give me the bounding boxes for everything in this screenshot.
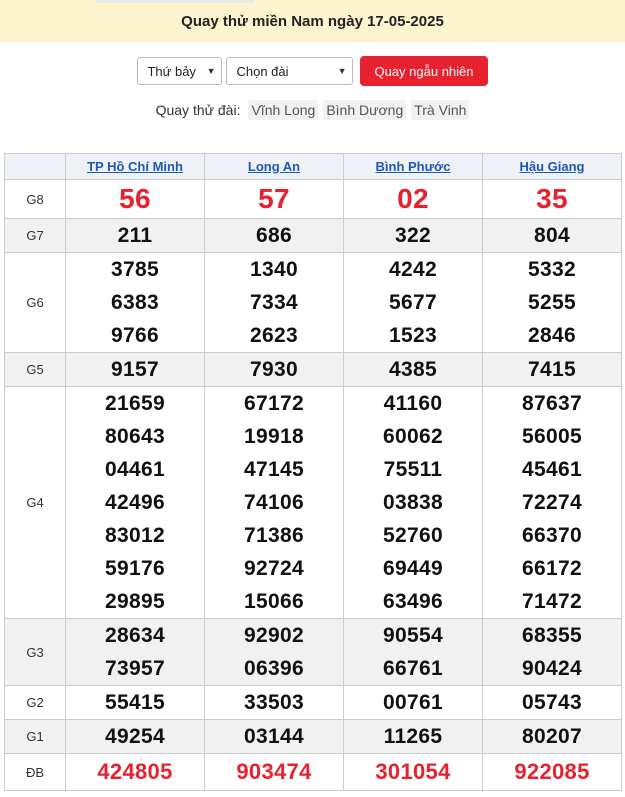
- province-link[interactable]: Hậu Giang: [519, 158, 585, 174]
- prize-cell: [483, 353, 622, 387]
- day-select-value: Thứ bảy: [147, 63, 196, 79]
- quick-station-link[interactable]: Bình Dương: [323, 100, 406, 120]
- prize-number: 55415: [105, 691, 165, 714]
- prize-number: 922085: [514, 759, 590, 784]
- prize-row: [5, 253, 622, 353]
- prize-row: [5, 619, 622, 686]
- prize-cell: [344, 219, 483, 253]
- prize-number: 1523: [389, 324, 437, 347]
- prize-number: 71472: [522, 590, 582, 613]
- province-select[interactable]: [226, 57, 353, 85]
- prize-number: 67172: [244, 392, 304, 415]
- prize-number: 11265: [383, 725, 443, 748]
- prize-number: 92724: [244, 557, 304, 580]
- prize-cell: [344, 754, 483, 791]
- day-select[interactable]: [137, 57, 222, 85]
- prize-cell: [66, 219, 205, 253]
- prize-cell: [344, 353, 483, 387]
- prize-row: [5, 353, 622, 387]
- prize-number: 52760: [383, 524, 443, 547]
- province-select-value: Chọn đài: [236, 63, 289, 79]
- prize-number: 60062: [383, 425, 443, 448]
- prize-number: 66172: [522, 557, 582, 580]
- prize-label: G8: [5, 180, 66, 219]
- prize-row: [5, 720, 622, 754]
- prize-number: 56005: [522, 425, 582, 448]
- prize-cell: [344, 180, 483, 219]
- prize-cell: [205, 686, 344, 720]
- prize-label: G1: [5, 720, 66, 754]
- prize-number: 33503: [244, 691, 304, 714]
- prize-cell: [344, 720, 483, 754]
- prize-number: 69449: [383, 557, 443, 580]
- quick-station-link[interactable]: Vĩnh Long: [248, 100, 318, 120]
- prize-row: [5, 754, 622, 791]
- prize-table-body: [5, 180, 622, 791]
- prize-number: 28634: [105, 624, 165, 647]
- prize-cell: [483, 754, 622, 791]
- prize-number: 211: [117, 224, 153, 247]
- prize-number: 42496: [105, 491, 165, 514]
- prize-number: 29895: [105, 590, 165, 613]
- province-link[interactable]: TP Hồ Chí Minh: [87, 158, 183, 174]
- prize-number: 00761: [383, 691, 443, 714]
- prize-number: 9766: [111, 324, 159, 347]
- prize-label: G7: [5, 219, 66, 253]
- prize-number: 56: [119, 183, 151, 214]
- prize-number: 80207: [522, 725, 582, 748]
- prize-number: 903474: [236, 759, 312, 784]
- prize-cell: [66, 720, 205, 754]
- prize-number: 05743: [522, 691, 582, 714]
- prize-cell: [205, 720, 344, 754]
- prize-cell: [66, 754, 205, 791]
- prize-label: G3: [5, 619, 66, 686]
- prize-label: G2: [5, 686, 66, 720]
- prize-number: 5677: [389, 291, 437, 314]
- random-spin-button[interactable]: Quay ngẫu nhiên: [360, 56, 487, 86]
- prize-number: 03838: [383, 491, 443, 514]
- chevron-down-icon: ▼: [337, 66, 347, 76]
- prize-number: 4385: [389, 358, 437, 381]
- prize-number: 92902: [244, 624, 304, 647]
- prize-row: [5, 219, 622, 253]
- prize-number: 5255: [528, 291, 576, 314]
- page-title: Quay thử miền Nam ngày 17-05-2025: [181, 12, 444, 30]
- prize-number: 71386: [244, 524, 304, 547]
- prize-number: 57: [258, 183, 290, 214]
- province-header: [66, 154, 205, 180]
- prize-number: 3785: [111, 258, 159, 281]
- prize-cell: [483, 219, 622, 253]
- prize-cell: [483, 720, 622, 754]
- prize-number: 2846: [528, 324, 576, 347]
- prize-label: G5: [5, 353, 66, 387]
- prize-cell: [205, 387, 344, 619]
- controls-bar: [0, 57, 625, 86]
- prize-label: ĐB: [5, 754, 66, 791]
- prize-row: [5, 180, 622, 219]
- table-header-row: [5, 154, 622, 180]
- prize-label: G4: [5, 387, 66, 619]
- prize-number: 72274: [522, 491, 582, 514]
- prize-number: 45461: [522, 458, 582, 481]
- prize-row: [5, 686, 622, 720]
- quick-station-link[interactable]: Trà Vinh: [411, 100, 469, 120]
- prize-number: 06396: [244, 657, 304, 680]
- prize-number: 15066: [244, 590, 304, 613]
- prize-number: 03144: [244, 725, 304, 748]
- prize-cell: [66, 353, 205, 387]
- prize-number: 7930: [250, 358, 298, 381]
- prize-row: [5, 387, 622, 619]
- prize-number: 47145: [244, 458, 304, 481]
- prize-number: 90424: [522, 657, 582, 680]
- prize-number: 74106: [244, 491, 304, 514]
- prize-cell: [344, 253, 483, 353]
- prize-number: 02: [397, 183, 429, 214]
- prize-cell: [205, 619, 344, 686]
- chevron-down-icon: ▼: [206, 66, 216, 76]
- prize-cell: [205, 253, 344, 353]
- prize-cell: [66, 686, 205, 720]
- prize-cell: [205, 219, 344, 253]
- prize-cell: [66, 253, 205, 353]
- prize-cell: [66, 387, 205, 619]
- prize-cell: [344, 619, 483, 686]
- province-header: [483, 154, 622, 180]
- prize-cell: [205, 754, 344, 791]
- prize-cell: [483, 180, 622, 219]
- prize-number: 83012: [105, 524, 165, 547]
- prize-number: 322: [395, 224, 431, 247]
- prize-cell: [205, 180, 344, 219]
- prize-cell: [344, 387, 483, 619]
- prize-number: 90554: [383, 624, 443, 647]
- prize-cell: [205, 353, 344, 387]
- prize-number: 21659: [105, 392, 165, 415]
- province-header: [344, 154, 483, 180]
- prize-number: 9157: [111, 358, 159, 381]
- prize-number: 49254: [105, 725, 165, 748]
- province-header: [205, 154, 344, 180]
- page-header: [0, 0, 625, 42]
- prize-cell: [66, 619, 205, 686]
- prize-cell: [483, 387, 622, 619]
- prize-number: 73957: [105, 657, 165, 680]
- prize-number: 59176: [105, 557, 165, 580]
- prize-number: 424805: [97, 759, 173, 784]
- prize-cell: [344, 686, 483, 720]
- header-tab-accent: [96, 0, 254, 3]
- prize-cell: [66, 180, 205, 219]
- prize-number: 68355: [522, 624, 582, 647]
- prize-label: G6: [5, 253, 66, 353]
- quick-spin-label: Quay thử đài:: [155, 102, 241, 118]
- prize-number: 4242: [389, 258, 437, 281]
- prize-number: 75511: [383, 458, 443, 481]
- prize-number: 686: [256, 224, 292, 247]
- prize-number: 63496: [383, 590, 443, 613]
- prize-number: 7334: [250, 291, 298, 314]
- prize-number: 66761: [383, 657, 443, 680]
- prize-cell: [483, 619, 622, 686]
- province-link[interactable]: Bình Phước: [375, 158, 451, 174]
- prize-number: 301054: [375, 759, 451, 784]
- results-table: [4, 153, 622, 791]
- prize-number: 41160: [383, 392, 443, 415]
- prize-number: 66370: [522, 524, 582, 547]
- header-corner-cell: [5, 154, 66, 180]
- prize-cell: [483, 686, 622, 720]
- prize-number: 2623: [250, 324, 298, 347]
- prize-number: 5332: [528, 258, 576, 281]
- prize-number: 6383: [111, 291, 159, 314]
- prize-number: 1340: [250, 258, 298, 281]
- prize-number: 80643: [105, 425, 165, 448]
- province-link[interactable]: Long An: [247, 158, 301, 174]
- quick-spin-bar: [0, 100, 625, 120]
- prize-number: 35: [536, 183, 568, 214]
- prize-cell: [483, 253, 622, 353]
- prize-number: 87637: [522, 392, 582, 415]
- prize-number: 804: [534, 224, 570, 247]
- prize-number: 04461: [105, 458, 165, 481]
- prize-number: 7415: [528, 358, 576, 381]
- prize-number: 19918: [244, 425, 304, 448]
